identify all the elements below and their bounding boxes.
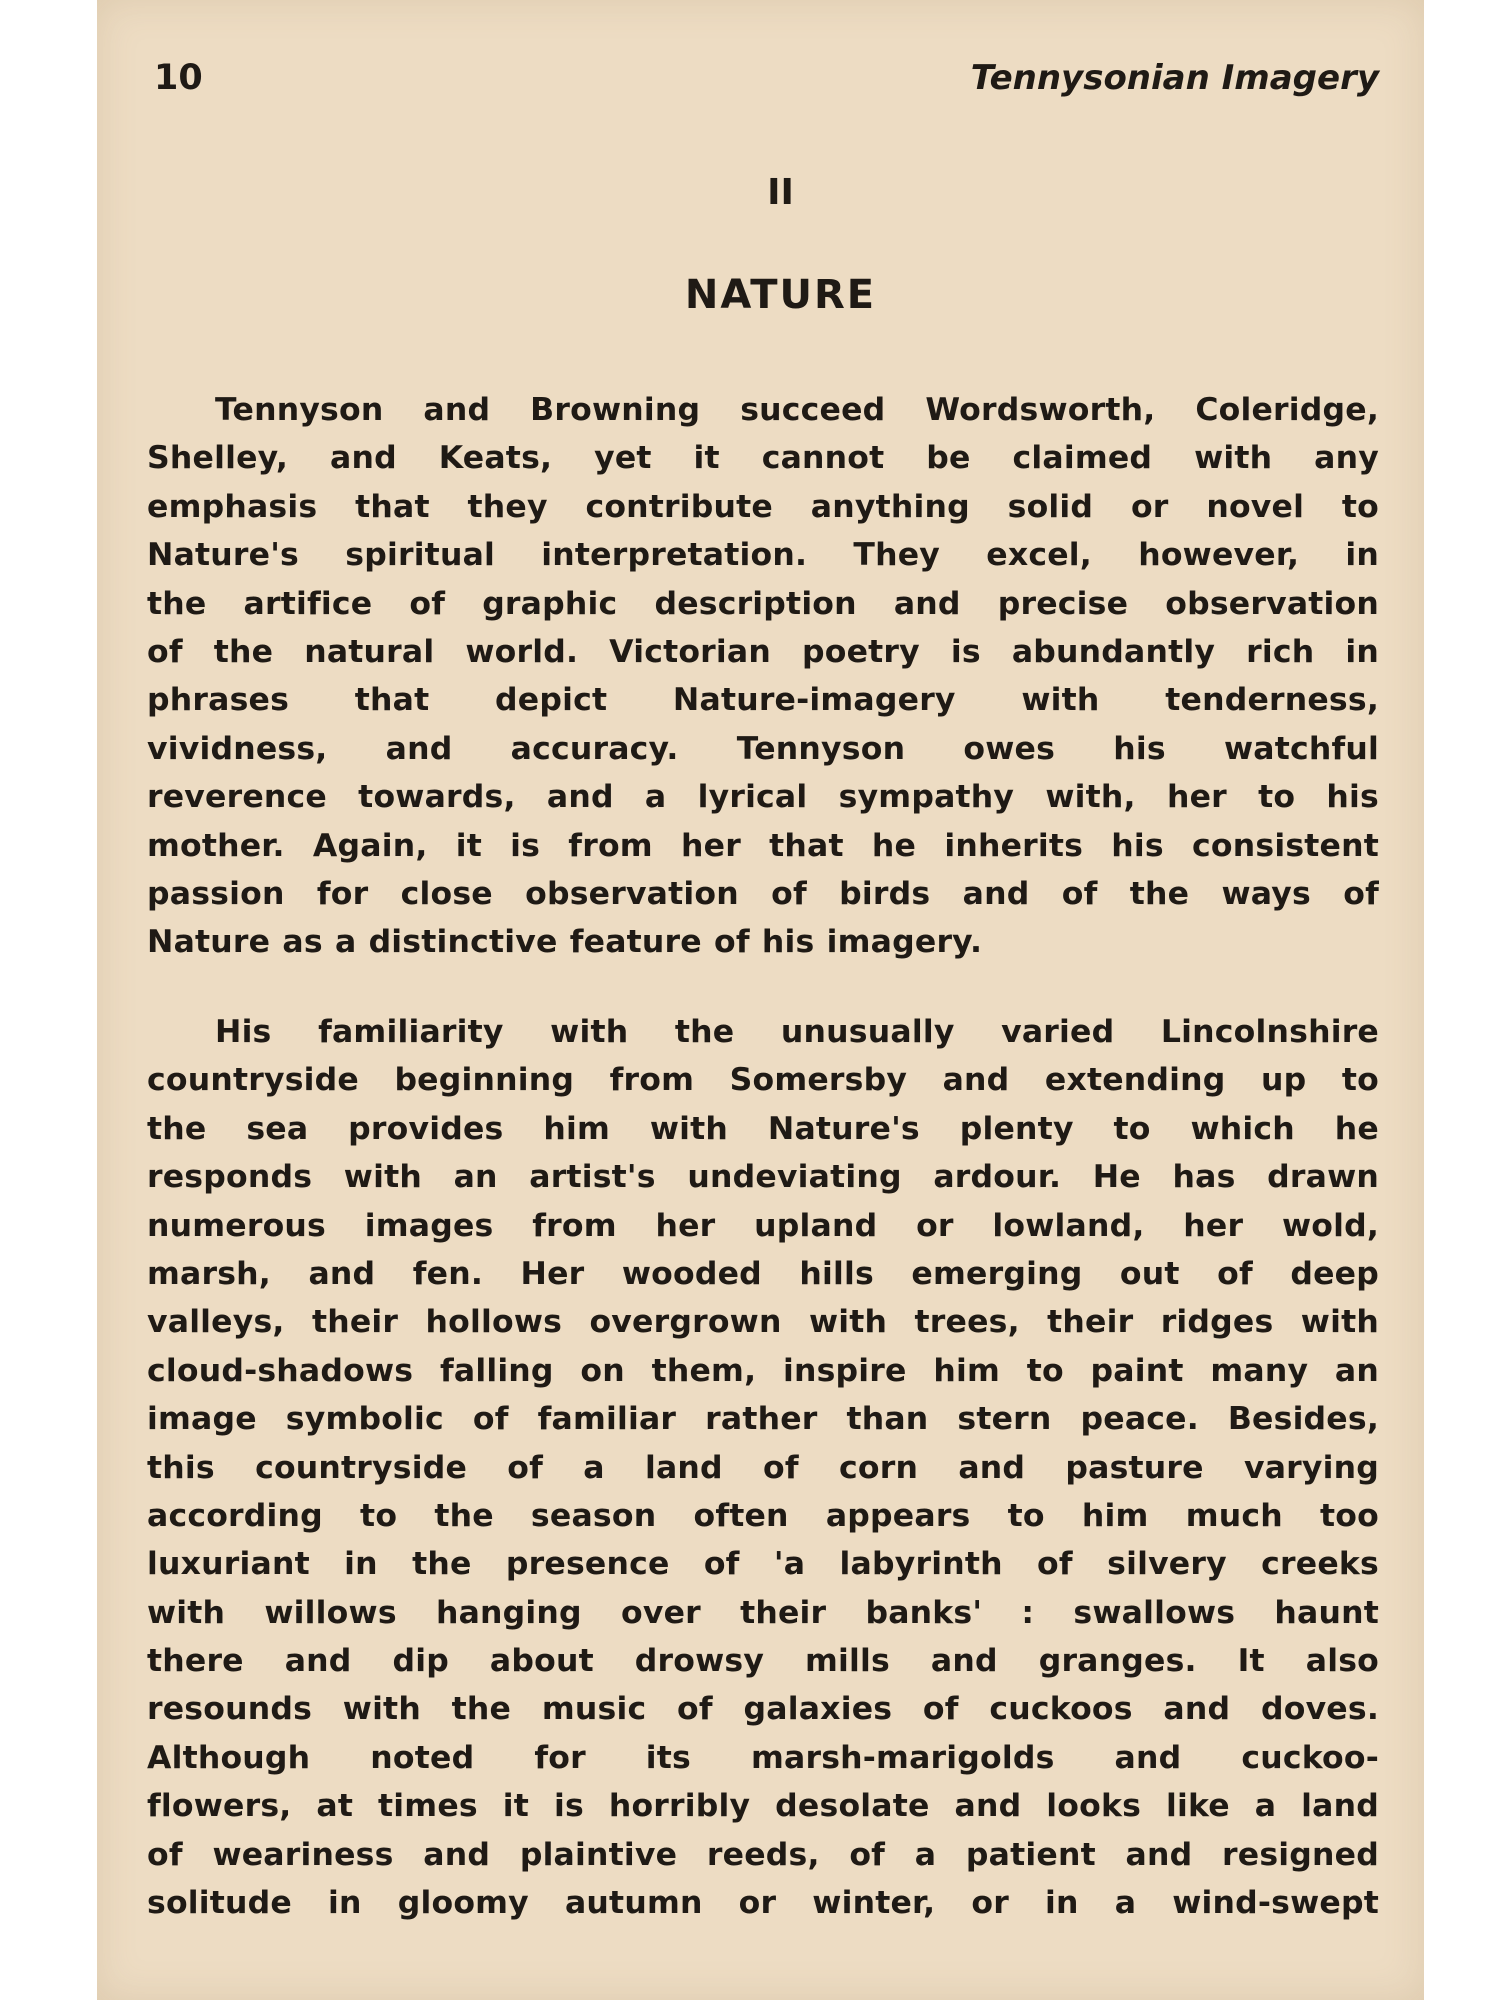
section-title: NATURE [684, 272, 877, 318]
text-line: responds with an artist's undeviating ardour. He has drawn [147, 1159, 1379, 1196]
text-line: passion for close observation of birds and of the ways of [147, 875, 1379, 912]
text-line: luxuriant in the presence of 'a labyrinth of silvery creeks [147, 1546, 1379, 1583]
text-line: of the natural world. Victorian poetry is abundantly rich in [147, 633, 1379, 670]
text-line: flowers, at times it is horribly desolate and looks like a land [147, 1788, 1379, 1825]
text-line: this countryside of a land of corn and pasture varying [147, 1449, 1379, 1486]
text-line: according to the season often appears to him much too [147, 1497, 1379, 1534]
text-line: solitude in gloomy autumn or winter, or in a wind-swept [147, 1885, 1379, 1922]
text-line: the artifice of graphic description and precise observation [147, 585, 1379, 622]
section-numeral: II [767, 172, 794, 213]
text-line: vividness, and accuracy. Tennyson owes his watchful [147, 730, 1379, 767]
text-line: numerous images from her upland or lowland, her wold, [147, 1207, 1379, 1244]
running-head: Tennysonian Imagery [970, 58, 1379, 98]
text-line: emphasis that they contribute anything solid or novel to [147, 488, 1379, 525]
text-line: phrases that depict Nature-imagery with tenderness, [147, 682, 1379, 719]
paragraph [147, 1008, 1379, 1927]
text-line: Although noted for its marsh-marigolds and cuckoo- [147, 1739, 1379, 1776]
text-line: reverence towards, and a lyrical sympathy with, her to his [147, 779, 1379, 816]
paragraph [147, 386, 1379, 967]
text-line: His familiarity with the unusually varied Lincolnshire [215, 1014, 1379, 1050]
book-page [97, 0, 1424, 2000]
page-number: 10 [154, 58, 203, 98]
text-line: mother. Again, it is from her that he inherits his consistent [147, 827, 1379, 864]
text-line: cloud-shadows falling on them, inspire him to paint many an [147, 1352, 1379, 1389]
text-line: resounds with the music of galaxies of cuckoos and doves. [147, 1691, 1379, 1728]
text-line: valleys, their hollows overgrown with trees, their ridges with [147, 1304, 1379, 1341]
text-line: Shelley, and Keats, yet it cannot be claimed with any [147, 440, 1379, 477]
text-line: with willows hanging over their banks' : swallows haunt [147, 1594, 1379, 1631]
text-line: Tennyson and Browning succeed Wordsworth, Coleridge, [215, 392, 1379, 428]
text-line: image symbolic of familiar rather than stern peace. Besides, [147, 1401, 1379, 1438]
text-line: Nature's spiritual interpretation. They excel, however, in [147, 537, 1379, 574]
text-line: the sea provides him with Nature's plenty to which he [147, 1110, 1379, 1147]
text-line: marsh, and fen. Her wooded hills emerging out of deep [147, 1255, 1379, 1292]
page-header [97, 58, 1424, 98]
text-line: Nature as a distinctive feature of his imagery. [147, 924, 983, 961]
text-line: there and dip about drowsy mills and granges. It also [147, 1643, 1379, 1680]
text-line: of weariness and plaintive reeds, of a patient and resigned [147, 1836, 1379, 1873]
text-line: countryside beginning from Somersby and extending up to [147, 1062, 1379, 1099]
